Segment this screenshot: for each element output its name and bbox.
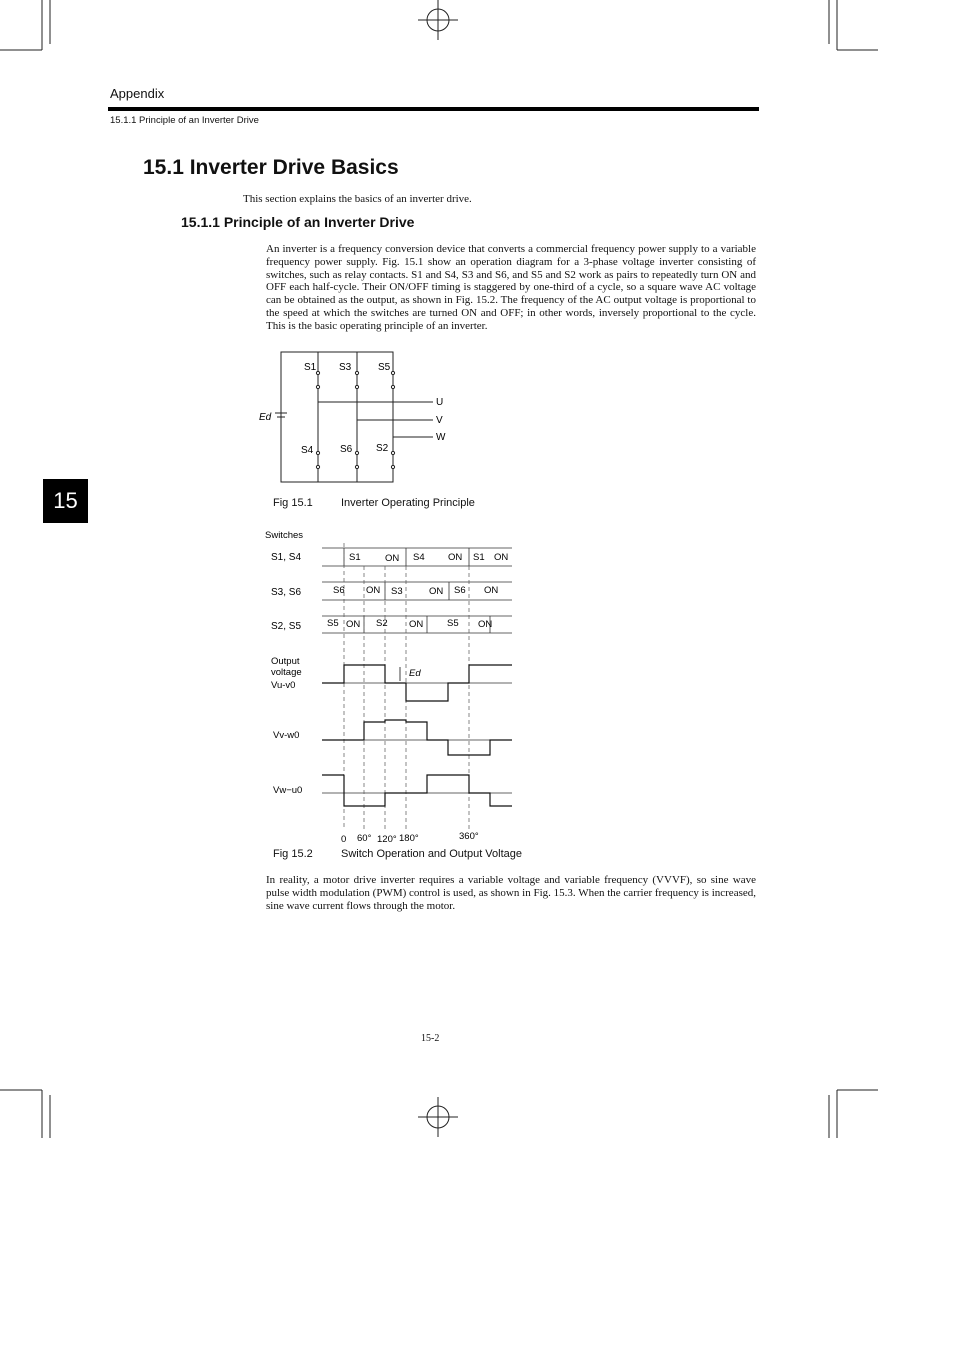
row-label-vw: Vw−u0	[273, 785, 303, 796]
angle-label: 180°	[399, 833, 419, 844]
timing-label: S1	[349, 552, 361, 563]
timing-label: S5	[447, 618, 459, 629]
timing-label: ON	[409, 619, 424, 630]
output-label-u: U	[436, 397, 444, 408]
output-voltage-title-1: Output	[271, 656, 300, 667]
timing-label: S4	[413, 552, 425, 563]
figure-1-number: Fig 15.1	[273, 497, 313, 509]
timing-label: ON	[494, 552, 509, 563]
row-label-s2-s5: S2, S5	[271, 621, 302, 632]
timing-label: ON	[448, 552, 463, 563]
figure-1-title: Inverter Operating Principle	[341, 497, 475, 509]
output-label-w: W	[436, 432, 446, 443]
angle-label: 60°	[357, 833, 372, 844]
row-label-s1-s4: S1, S4	[271, 552, 302, 563]
timing-label: S5	[327, 618, 339, 629]
switch-label-bottom: S6	[340, 444, 353, 455]
row-label-vv: Vv-w0	[273, 730, 300, 741]
output-voltage-title-2: voltage	[271, 667, 302, 678]
subsection-heading: 15.1.1 Principle of an Inverter Drive	[181, 214, 415, 230]
timing-label: ON	[484, 585, 499, 596]
timing-label: S6	[454, 585, 466, 596]
timing-label: S6	[333, 585, 345, 596]
body-paragraph-2: In reality, a motor drive inverter requires a variable voltage and variable frequency (VVVF), so sine wave pulse width modulation (PWM) control is used, as shown in Fig. 15.3. When the carrier frequency is increased, sine wave current flows through the motor.	[266, 874, 756, 912]
timing-label: S3	[391, 586, 403, 597]
timing-label: ON	[366, 585, 381, 596]
row-label-s3-s6: S3, S6	[271, 587, 302, 598]
header-rule	[108, 107, 759, 111]
timing-label: ON	[385, 553, 400, 564]
timing-label: ON	[478, 619, 493, 630]
figure-2-number: Fig 15.2	[273, 848, 313, 860]
switch-label-top: S1	[304, 362, 317, 373]
chapter-tab: 15	[43, 479, 88, 523]
running-header-section: Appendix	[110, 86, 165, 101]
angle-label: 0	[341, 834, 347, 845]
running-header-subsection: 15.1.1 Principle of an Inverter Drive	[110, 115, 259, 126]
timing-label: S2	[376, 618, 388, 629]
switch-timing-diagram	[260, 525, 550, 847]
timing-label: S1	[473, 552, 485, 563]
switch-label-top: S3	[339, 362, 352, 373]
row-label-vu: Vu-v0	[271, 680, 296, 691]
inverter-circuit-diagram	[255, 345, 465, 490]
source-label: Ed	[259, 412, 272, 423]
switch-label-bottom: S4	[301, 445, 314, 456]
body-paragraph-1: An inverter is a frequency conversion device that converts a commercial frequency power supply to a variable frequency power supply. Fig. 15.1 show an operation diagram for a 3-phase voltage inverter consisting of switches, such as relay contacts. S1 and S4, S3 and S6, and S5 and S2 work as pairs to repeatedly turn ON and OFF each half-cycle. Their ON/OFF timing is staggered by one-third of a cycle, so a square wave AC voltage can be obtained as the output, as shown in Fig. 15.2. The frequency of the AC output voltage is proportional to the speed at which the switches are turned ON and OFF; in other words, inversely proportional to the cycle. This is the basic operating principle of an inverter.	[266, 243, 756, 332]
timing-label: ON	[429, 586, 444, 597]
switches-heading: Switches	[265, 530, 304, 541]
figure-2-caption	[273, 848, 522, 860]
angle-label: 360°	[459, 831, 479, 842]
switch-label-top: S5	[378, 362, 391, 373]
amplitude-label: Ed	[409, 668, 421, 679]
intro-text: This section explains the basics of an inverter drive.	[243, 193, 472, 205]
angle-label: 120°	[377, 834, 397, 845]
output-label-v: V	[436, 415, 443, 426]
figure-1-caption	[273, 497, 475, 509]
figure-2-title: Switch Operation and Output Voltage	[341, 848, 523, 860]
timing-label: ON	[346, 619, 361, 630]
page-title: 15.1 Inverter Drive Basics	[143, 156, 399, 179]
switch-label-bottom: S2	[376, 443, 389, 454]
page-number: 15-2	[421, 1033, 440, 1044]
